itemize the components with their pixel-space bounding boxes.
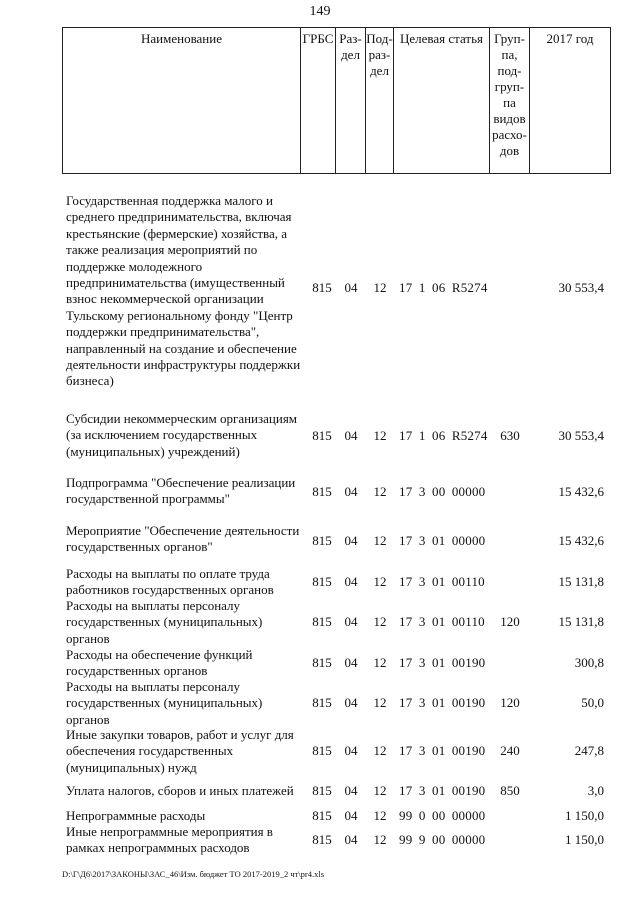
row-name: Расходы на выплаты персоналу государственных (муниципальных) органов: [66, 598, 263, 646]
row-sum: 247,8: [574, 743, 604, 758]
row-grbs: 815: [312, 743, 332, 758]
row-name: Субсидии некоммерческим организациям (за исключением государственных (муниципальных) учреждений): [66, 411, 298, 459]
row-podrazdel: 12: [373, 808, 387, 823]
row-group: 240: [500, 743, 520, 758]
row-grbs: 815: [312, 533, 332, 548]
row-podrazdel: 12: [373, 655, 387, 670]
row-razdel: 04: [344, 428, 358, 443]
row-group: 630: [500, 428, 520, 443]
row-name: Иные непрограммные мероприятия в рамках непрограммных расходов: [66, 824, 273, 856]
row-sum: 30 553,4: [558, 280, 604, 295]
row-razdel: 04: [344, 484, 358, 499]
row-razdel: 04: [344, 743, 358, 758]
row-grbs: 815: [312, 808, 332, 823]
header-grbs: ГРБС: [300, 27, 335, 174]
row-target: 17 3 01 00190: [399, 655, 486, 670]
row-razdel: 04: [344, 832, 358, 847]
row-name: Подпрограмма "Обеспечение реализации государственной программы": [66, 475, 296, 507]
row-sum: 300,8: [574, 655, 604, 670]
row-name: Государственная поддержка малого и среднего предпринимательства, включая крестьянские (фермерские) хозяйства, а также реализация мероприятий по поддержке молодежного предпринимательства (имущественный взнос некоммерческой организации Тульскому региональному фонду "Центр поддержки предпринимательства", направленный на создание и обеспечение деятельности инфраструктуры поддержки бизнеса): [66, 193, 301, 389]
row-target: 17 3 01 00190: [399, 783, 486, 798]
row-group: 120: [500, 614, 520, 629]
page-number: 149: [309, 4, 331, 19]
row-podrazdel: 12: [373, 832, 387, 847]
row-target: 17 3 01 00110: [399, 614, 485, 629]
header-group: Груп- па, под- груп- па видов расхо- дов: [489, 27, 529, 174]
header-year: 2017 год: [529, 27, 611, 174]
row-name: Непрограммные расходы: [66, 808, 206, 823]
row-group: 120: [500, 695, 520, 710]
row-grbs: 815: [312, 574, 332, 589]
row-sum: 1 150,0: [565, 808, 604, 823]
row-target: 17 3 01 00110: [399, 574, 485, 589]
row-razdel: 04: [344, 695, 358, 710]
row-grbs: 815: [312, 655, 332, 670]
row-sum: 30 553,4: [558, 428, 604, 443]
row-target: 99 9 00 00000: [399, 832, 486, 847]
header-target: Целевая статья: [393, 27, 489, 174]
row-razdel: 04: [344, 574, 358, 589]
row-podrazdel: 12: [373, 428, 387, 443]
header-razdel: Раз- дел: [335, 27, 365, 174]
row-razdel: 04: [344, 655, 358, 670]
row-sum: 3,0: [587, 783, 604, 798]
row-name: Мероприятие "Обеспечение деятельности государственных органов": [66, 523, 300, 555]
row-target: 99 0 00 00000: [399, 808, 486, 823]
row-razdel: 04: [344, 783, 358, 798]
row-target: 17 3 01 00190: [399, 743, 486, 758]
row-razdel: 04: [344, 614, 358, 629]
row-target: 17 3 01 00000: [399, 533, 486, 548]
row-podrazdel: 12: [373, 783, 387, 798]
row-sum: 15 432,6: [558, 533, 604, 548]
header-podrazdel: Под- раз- дел: [365, 27, 393, 174]
row-podrazdel: 12: [373, 533, 387, 548]
header-name: Наименование: [62, 27, 300, 174]
row-name: Расходы на выплаты по оплате труда работников государственных органов: [66, 566, 274, 598]
row-grbs: 815: [312, 832, 332, 847]
row-sum: 1 150,0: [565, 832, 604, 847]
row-razdel: 04: [344, 533, 358, 548]
row-podrazdel: 12: [373, 574, 387, 589]
row-target: 17 3 00 00000: [399, 484, 486, 499]
row-podrazdel: 12: [373, 280, 387, 295]
row-sum: 15 131,8: [558, 614, 604, 629]
row-podrazdel: 12: [373, 484, 387, 499]
row-razdel: 04: [344, 280, 358, 295]
row-grbs: 815: [312, 614, 332, 629]
row-podrazdel: 12: [373, 743, 387, 758]
row-razdel: 04: [344, 808, 358, 823]
row-target: 17 1 06 R5274: [399, 428, 488, 443]
row-grbs: 815: [312, 783, 332, 798]
row-name: Уплата налогов, сборов и иных платежей: [66, 783, 294, 798]
row-name: Иные закупки товаров, работ и услуг для обеспечения государственных (муниципальных) нужд: [66, 727, 294, 775]
row-sum: 15 131,8: [558, 574, 604, 589]
row-group: 850: [500, 783, 520, 798]
row-grbs: 815: [312, 428, 332, 443]
row-grbs: 815: [312, 695, 332, 710]
row-podrazdel: 12: [373, 614, 387, 629]
row-podrazdel: 12: [373, 695, 387, 710]
row-sum: 15 432,6: [558, 484, 604, 499]
row-grbs: 815: [312, 484, 332, 499]
row-grbs: 815: [312, 280, 332, 295]
row-name: Расходы на выплаты персоналу государственных (муниципальных) органов: [66, 679, 263, 727]
row-name: Расходы на обеспечение функций государственных органов: [66, 647, 253, 679]
row-target: 17 1 06 R5274: [399, 280, 488, 295]
row-sum: 50,0: [581, 695, 604, 710]
file-path-footer: D:\Г\Д6\2017\ЗАКОНЫ\ЗАС_46\Изм. бюджет ТО 2017-2019_2 чт\pr4.xls: [62, 869, 325, 879]
row-target: 17 3 01 00190: [399, 695, 486, 710]
